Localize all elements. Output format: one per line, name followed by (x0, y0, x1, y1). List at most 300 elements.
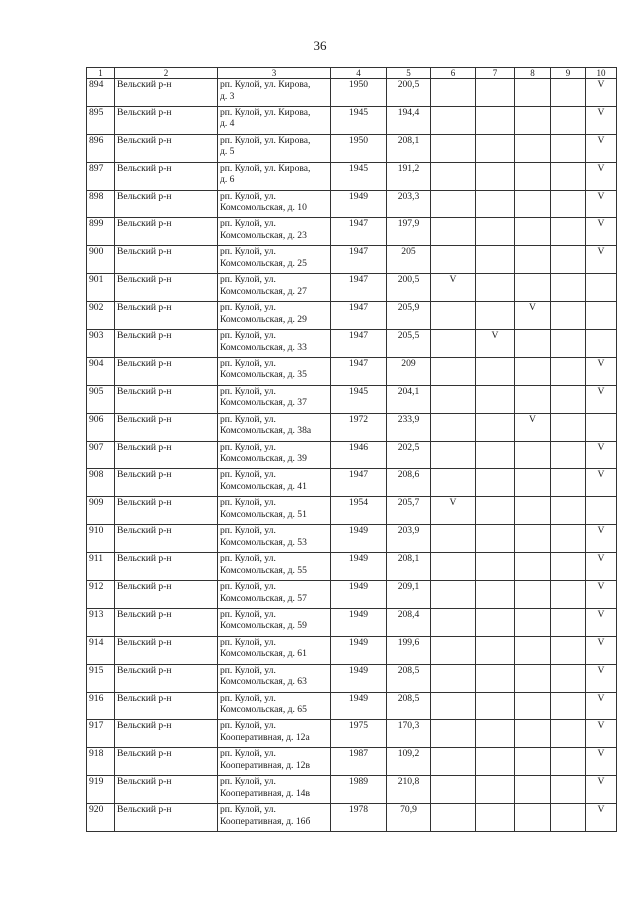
mark-cell-8 (515, 636, 551, 664)
area-cell: 170,3 (387, 720, 431, 748)
year-cell: 1950 (331, 134, 387, 162)
column-header: 1 (87, 68, 115, 79)
year-cell: 1947 (331, 274, 387, 302)
address-cell (218, 413, 331, 441)
area-cell: 70,9 (387, 804, 431, 832)
address-line-2: Комсомольская, д. 27 (220, 285, 307, 297)
address-line-1: рп. Кулой, ул. (220, 441, 276, 453)
row-number-cell: 896 (87, 134, 115, 162)
mark-cell-9 (551, 274, 586, 302)
mark-cell-9 (551, 106, 586, 134)
mark-cell-8 (515, 357, 551, 385)
mark-cell-10 (586, 274, 617, 302)
mark-cell-10: V (586, 525, 617, 553)
mark-cell-8 (515, 330, 551, 358)
area-cell: 208,5 (387, 692, 431, 720)
mark-cell-7 (476, 106, 515, 134)
address-line-1: рп. Кулой, ул. Кирова, (220, 162, 311, 174)
year-cell: 1949 (331, 553, 387, 581)
district-cell: Вельский р-н (115, 385, 218, 413)
row-number-cell: 915 (87, 664, 115, 692)
mark-cell-9 (551, 385, 586, 413)
address-line-2: Комсомольская, д. 10 (220, 202, 307, 214)
address-line-1: рп. Кулой, ул. (220, 664, 276, 676)
address-line-2: Комсомольская, д. 63 (220, 676, 307, 688)
row-number-cell: 895 (87, 106, 115, 134)
mark-cell-6 (431, 608, 476, 636)
column-header: 9 (551, 68, 586, 79)
mark-cell-8 (515, 608, 551, 636)
address-cell (218, 302, 331, 330)
mark-cell-6: V (431, 497, 476, 525)
address-cell (218, 79, 331, 107)
mark-cell-8 (515, 162, 551, 190)
mark-cell-9 (551, 776, 586, 804)
table-row (87, 246, 617, 274)
table-row (87, 162, 617, 190)
mark-cell-6 (431, 79, 476, 107)
housing-registry-table (86, 67, 617, 832)
column-header: 5 (387, 68, 431, 79)
district-cell: Вельский р-н (115, 664, 218, 692)
mark-cell-9 (551, 413, 586, 441)
district-cell: Вельский р-н (115, 608, 218, 636)
district-cell: Вельский р-н (115, 218, 218, 246)
table-row (87, 218, 617, 246)
district-cell: Вельский р-н (115, 106, 218, 134)
mark-cell-7 (476, 190, 515, 218)
address-line-2: д. 4 (220, 118, 235, 130)
area-cell: 208,5 (387, 664, 431, 692)
column-header: 6 (431, 68, 476, 79)
mark-cell-7 (476, 608, 515, 636)
district-cell: Вельский р-н (115, 441, 218, 469)
mark-cell-7 (476, 274, 515, 302)
address-line-1: рп. Кулой, ул. (220, 553, 276, 565)
table-row (87, 274, 617, 302)
year-cell: 1949 (331, 692, 387, 720)
district-cell: Вельский р-н (115, 274, 218, 302)
mark-cell-10: V (586, 106, 617, 134)
address-line-1: рп. Кулой, ул. Кирова, (220, 79, 311, 90)
mark-cell-6 (431, 330, 476, 358)
mark-cell-9 (551, 134, 586, 162)
address-line-2: Комсомольская, д. 57 (220, 592, 307, 604)
address-line-2: Комсомольская, д. 33 (220, 341, 307, 353)
year-cell: 1949 (331, 190, 387, 218)
mark-cell-9 (551, 302, 586, 330)
address-line-1: рп. Кулой, ул. (220, 302, 276, 314)
mark-cell-10: V (586, 720, 617, 748)
mark-cell-7 (476, 525, 515, 553)
row-number-cell: 916 (87, 692, 115, 720)
row-number-cell: 908 (87, 469, 115, 497)
mark-cell-7 (476, 413, 515, 441)
mark-cell-10: V (586, 357, 617, 385)
district-cell: Вельский р-н (115, 720, 218, 748)
address-cell (218, 190, 331, 218)
year-cell: 1950 (331, 79, 387, 107)
district-cell: Вельский р-н (115, 134, 218, 162)
table-row (87, 664, 617, 692)
mark-cell-8: V (515, 413, 551, 441)
address-line-1: рп. Кулой, ул. (220, 720, 276, 732)
row-number-cell: 905 (87, 385, 115, 413)
area-cell: 203,3 (387, 190, 431, 218)
mark-cell-8 (515, 553, 551, 581)
mark-cell-8 (515, 106, 551, 134)
column-number-row (87, 68, 617, 79)
mark-cell-10: V (586, 776, 617, 804)
row-number-cell: 917 (87, 720, 115, 748)
mark-cell-9 (551, 692, 586, 720)
mark-cell-10 (586, 330, 617, 358)
mark-cell-10: V (586, 79, 617, 107)
row-number-cell: 913 (87, 608, 115, 636)
mark-cell-9 (551, 525, 586, 553)
mark-cell-10: V (586, 608, 617, 636)
year-cell: 1945 (331, 106, 387, 134)
district-cell: Вельский р-н (115, 525, 218, 553)
row-number-cell: 894 (87, 79, 115, 107)
mark-cell-7 (476, 357, 515, 385)
address-line-1: рп. Кулой, ул. (220, 330, 276, 342)
row-number-cell: 918 (87, 748, 115, 776)
mark-cell-6 (431, 302, 476, 330)
mark-cell-7 (476, 469, 515, 497)
column-header: 2 (115, 68, 218, 79)
address-cell (218, 106, 331, 134)
address-line-1: рп. Кулой, ул. (220, 469, 276, 481)
mark-cell-8 (515, 218, 551, 246)
mark-cell-9 (551, 190, 586, 218)
district-cell: Вельский р-н (115, 469, 218, 497)
mark-cell-9 (551, 608, 586, 636)
year-cell: 1947 (331, 246, 387, 274)
table-row (87, 636, 617, 664)
district-cell: Вельский р-н (115, 79, 218, 107)
mark-cell-8 (515, 692, 551, 720)
address-line-2: д. 3 (220, 90, 235, 102)
mark-cell-6 (431, 664, 476, 692)
row-number-cell: 904 (87, 357, 115, 385)
mark-cell-10: V (586, 469, 617, 497)
address-line-1: рп. Кулой, ул. Кирова, (220, 106, 311, 118)
mark-cell-6 (431, 106, 476, 134)
mark-cell-6: V (431, 274, 476, 302)
mark-cell-7 (476, 776, 515, 804)
address-cell (218, 246, 331, 274)
mark-cell-10: V (586, 636, 617, 664)
address-line-2: Кооперативная, д. 14в (220, 787, 310, 799)
year-cell: 1947 (331, 469, 387, 497)
year-cell: 1987 (331, 748, 387, 776)
address-line-1: рп. Кулой, ул. (220, 246, 276, 258)
mark-cell-7 (476, 553, 515, 581)
address-cell (218, 553, 331, 581)
address-line-1: рп. Кулой, ул. (220, 636, 276, 648)
district-cell: Вельский р-н (115, 581, 218, 609)
area-cell: 191,2 (387, 162, 431, 190)
mark-cell-9 (551, 330, 586, 358)
mark-cell-7 (476, 134, 515, 162)
address-line-1: рп. Кулой, ул. (220, 357, 276, 369)
mark-cell-10 (586, 302, 617, 330)
column-header: 3 (218, 68, 331, 79)
column-header: 8 (515, 68, 551, 79)
mark-cell-6 (431, 720, 476, 748)
row-number-cell: 910 (87, 525, 115, 553)
mark-cell-8 (515, 190, 551, 218)
mark-cell-8 (515, 441, 551, 469)
address-cell (218, 218, 331, 246)
address-line-1: рп. Кулой, ул. (220, 385, 276, 397)
area-cell: 194,4 (387, 106, 431, 134)
area-cell: 109,2 (387, 748, 431, 776)
mark-cell-9 (551, 218, 586, 246)
address-line-2: Кооперативная, д. 12в (220, 759, 310, 771)
mark-cell-8 (515, 385, 551, 413)
address-line-2: Комсомольская, д. 55 (220, 564, 307, 576)
mark-cell-6 (431, 246, 476, 274)
address-cell (218, 720, 331, 748)
year-cell: 1947 (331, 330, 387, 358)
address-cell (218, 664, 331, 692)
address-cell (218, 692, 331, 720)
area-cell: 205 (387, 246, 431, 274)
address-line-1: рп. Кулой, ул. (220, 413, 276, 425)
area-cell: 233,9 (387, 413, 431, 441)
address-cell (218, 525, 331, 553)
mark-cell-6 (431, 441, 476, 469)
mark-cell-10: V (586, 804, 617, 832)
mark-cell-9 (551, 636, 586, 664)
mark-cell-7: V (476, 330, 515, 358)
address-line-2: Комсомольская, д. 38а (220, 425, 312, 437)
mark-cell-7 (476, 804, 515, 832)
address-line-2: Комсомольская, д. 35 (220, 369, 307, 381)
area-cell: 199,6 (387, 636, 431, 664)
district-cell: Вельский р-н (115, 497, 218, 525)
mark-cell-10: V (586, 385, 617, 413)
column-header: 7 (476, 68, 515, 79)
mark-cell-7 (476, 748, 515, 776)
table-row (87, 106, 617, 134)
mark-cell-9 (551, 553, 586, 581)
address-cell (218, 134, 331, 162)
year-cell: 1954 (331, 497, 387, 525)
mark-cell-7 (476, 664, 515, 692)
area-cell: 205,5 (387, 330, 431, 358)
table-row (87, 608, 617, 636)
area-cell: 205,7 (387, 497, 431, 525)
row-number-cell: 912 (87, 581, 115, 609)
area-cell: 200,5 (387, 274, 431, 302)
mark-cell-9 (551, 79, 586, 107)
mark-cell-8 (515, 720, 551, 748)
row-number-cell: 919 (87, 776, 115, 804)
mark-cell-8 (515, 469, 551, 497)
area-cell: 200,5 (387, 79, 431, 107)
address-line-2: Комсомольская, д. 53 (220, 536, 307, 548)
mark-cell-7 (476, 79, 515, 107)
row-number-cell: 911 (87, 553, 115, 581)
district-cell: Вельский р-н (115, 748, 218, 776)
table-row (87, 441, 617, 469)
mark-cell-9 (551, 720, 586, 748)
row-number-cell: 909 (87, 497, 115, 525)
row-number-cell: 900 (87, 246, 115, 274)
year-cell: 1949 (331, 636, 387, 664)
mark-cell-7 (476, 246, 515, 274)
address-line-2: Комсомольская, д. 41 (220, 480, 307, 492)
year-cell: 1947 (331, 302, 387, 330)
mark-cell-9 (551, 162, 586, 190)
mark-cell-10: V (586, 664, 617, 692)
mark-cell-7 (476, 302, 515, 330)
address-cell (218, 357, 331, 385)
district-cell: Вельский р-н (115, 776, 218, 804)
address-line-2: Комсомольская, д. 29 (220, 313, 307, 325)
row-number-cell: 906 (87, 413, 115, 441)
mark-cell-9 (551, 581, 586, 609)
area-cell: 197,9 (387, 218, 431, 246)
mark-cell-8 (515, 776, 551, 804)
address-line-2: Кооперативная, д. 12а (220, 731, 310, 743)
mark-cell-6 (431, 190, 476, 218)
column-header: 4 (331, 68, 387, 79)
row-number-cell: 903 (87, 330, 115, 358)
mark-cell-6 (431, 692, 476, 720)
mark-cell-6 (431, 218, 476, 246)
address-line-1: рп. Кулой, ул. (220, 581, 276, 593)
mark-cell-10: V (586, 441, 617, 469)
address-cell (218, 469, 331, 497)
address-cell (218, 330, 331, 358)
mark-cell-8 (515, 497, 551, 525)
area-cell: 208,1 (387, 553, 431, 581)
mark-cell-6 (431, 469, 476, 497)
district-cell: Вельский р-н (115, 162, 218, 190)
mark-cell-6 (431, 776, 476, 804)
year-cell: 1949 (331, 664, 387, 692)
mark-cell-6 (431, 581, 476, 609)
address-cell (218, 804, 331, 832)
address-line-2: Кооперативная, д. 16б (220, 815, 311, 827)
address-line-1: рп. Кулой, ул. Кирова, (220, 134, 311, 146)
mark-cell-7 (476, 385, 515, 413)
mark-cell-8 (515, 748, 551, 776)
row-number-cell: 907 (87, 441, 115, 469)
mark-cell-6 (431, 804, 476, 832)
mark-cell-7 (476, 497, 515, 525)
mark-cell-8 (515, 804, 551, 832)
mark-cell-6 (431, 748, 476, 776)
table-row (87, 692, 617, 720)
address-cell (218, 274, 331, 302)
mark-cell-7 (476, 441, 515, 469)
table-row (87, 497, 617, 525)
mark-cell-7 (476, 692, 515, 720)
year-cell: 1949 (331, 608, 387, 636)
year-cell: 1945 (331, 385, 387, 413)
area-cell: 209,1 (387, 581, 431, 609)
address-line-1: рп. Кулой, ул. (220, 804, 276, 816)
table-row (87, 413, 617, 441)
area-cell: 203,9 (387, 525, 431, 553)
address-line-1: рп. Кулой, ул. (220, 274, 276, 286)
table-row (87, 385, 617, 413)
mark-cell-7 (476, 581, 515, 609)
address-cell (218, 162, 331, 190)
mark-cell-9 (551, 441, 586, 469)
address-line-2: Комсомольская, д. 51 (220, 508, 307, 520)
address-line-2: Комсомольская, д. 65 (220, 704, 307, 716)
district-cell: Вельский р-н (115, 302, 218, 330)
mark-cell-8 (515, 581, 551, 609)
year-cell: 1949 (331, 525, 387, 553)
area-cell: 204,1 (387, 385, 431, 413)
mark-cell-10: V (586, 553, 617, 581)
column-header: 10 (586, 68, 617, 79)
page-number: 36 (313, 38, 327, 53)
table-row (87, 748, 617, 776)
district-cell: Вельский р-н (115, 804, 218, 832)
table-row (87, 134, 617, 162)
mark-cell-6 (431, 357, 476, 385)
district-cell: Вельский р-н (115, 190, 218, 218)
mark-cell-9 (551, 664, 586, 692)
row-number-cell: 898 (87, 190, 115, 218)
address-line-2: Комсомольская, д. 23 (220, 229, 307, 241)
area-cell: 202,5 (387, 441, 431, 469)
year-cell: 1949 (331, 581, 387, 609)
mark-cell-7 (476, 720, 515, 748)
address-line-1: рп. Кулой, ул. (220, 218, 276, 230)
mark-cell-6 (431, 134, 476, 162)
district-cell: Вельский р-н (115, 413, 218, 441)
mark-cell-9 (551, 357, 586, 385)
row-number-cell: 902 (87, 302, 115, 330)
table-row (87, 804, 617, 832)
address-cell (218, 385, 331, 413)
address-cell (218, 636, 331, 664)
year-cell: 1947 (331, 218, 387, 246)
mark-cell-10: V (586, 162, 617, 190)
address-line-2: д. 5 (220, 146, 235, 158)
address-line-2: Комсомольская, д. 25 (220, 257, 307, 269)
address-line-1: рп. Кулой, ул. (220, 748, 276, 760)
area-cell: 208,1 (387, 134, 431, 162)
year-cell: 1972 (331, 413, 387, 441)
mark-cell-10: V (586, 134, 617, 162)
district-cell: Вельский р-н (115, 246, 218, 274)
table-row (87, 302, 617, 330)
address-line-2: Комсомольская, д. 39 (220, 453, 307, 465)
mark-cell-6 (431, 553, 476, 581)
address-line-1: рп. Кулой, ул. (220, 525, 276, 537)
mark-cell-6 (431, 636, 476, 664)
mark-cell-10: V (586, 748, 617, 776)
mark-cell-6 (431, 413, 476, 441)
mark-cell-10: V (586, 581, 617, 609)
mark-cell-6 (431, 525, 476, 553)
table-row (87, 525, 617, 553)
address-cell (218, 608, 331, 636)
address-line-1: рп. Кулой, ул. (220, 608, 276, 620)
mark-cell-8 (515, 664, 551, 692)
table-row (87, 720, 617, 748)
